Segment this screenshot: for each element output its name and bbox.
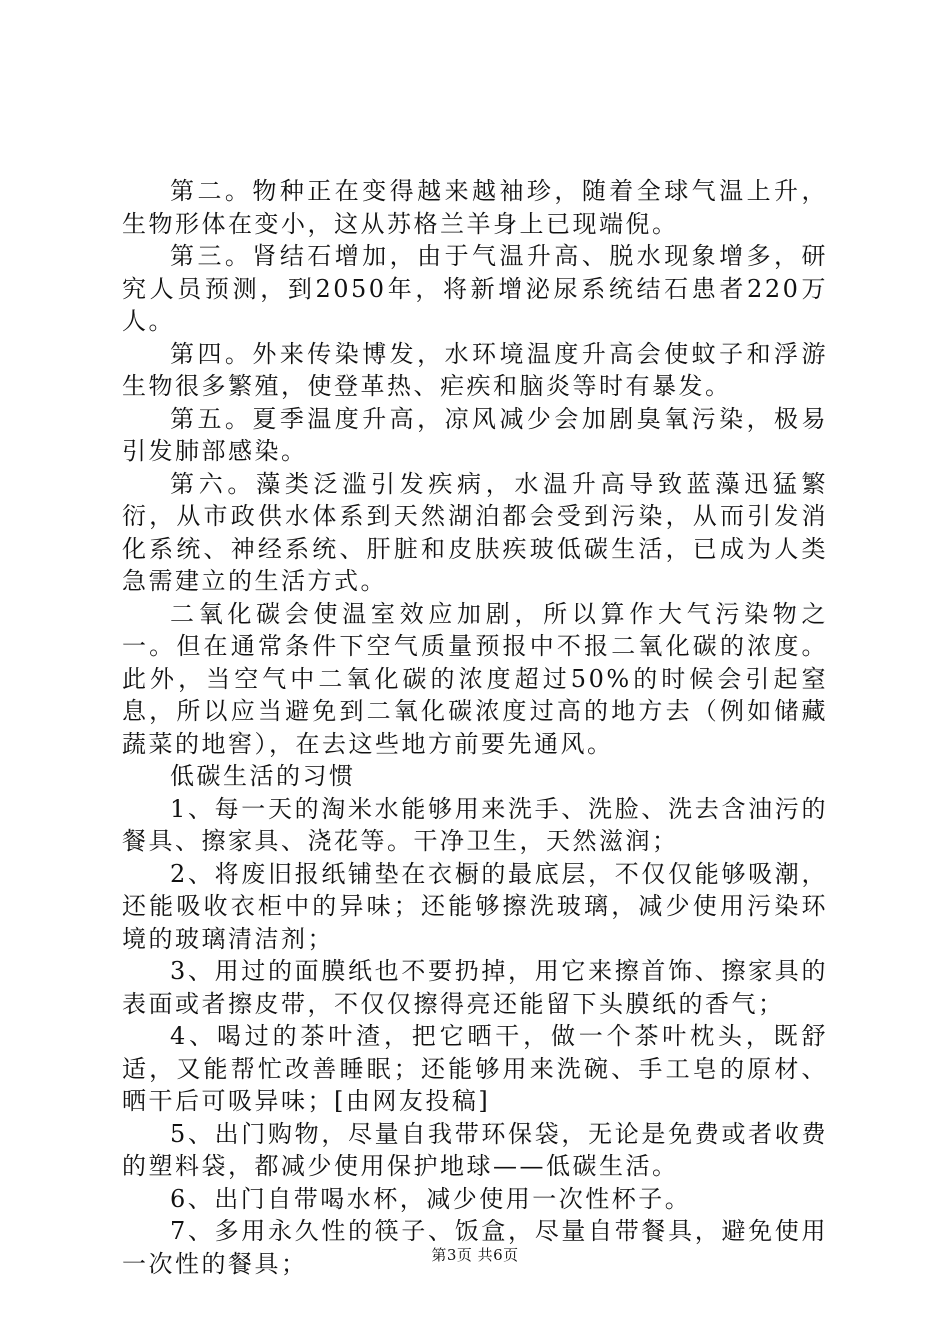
habit-item-2: 2、将废旧报纸铺垫在衣橱的最底层，不仅仅能够吸潮，还能吸收衣柜中的异味；还能够擦洗玻璃，减少使用污染环境的玻璃清洁剂；: [122, 859, 828, 953]
document-body: [122, 175, 828, 1280]
section-heading-low-carbon-habits: 低碳生活的习惯: [170, 762, 356, 790]
habit-item-7: 7、多用永久性的筷子、饭盒，尽量自带餐具，避免使用一次性的餐具；: [122, 1217, 828, 1278]
paragraph-carbon-dioxide: 二氧化碳会使温室效应加剧，所以算作大气污染物之一。但在通常条件下空气质量预报中不报二氧化碳的浓度。此外，当空气中二氧化碳的浓度超过50%的时候会引起窒息，所以应当避免到二氧化碳浓度过高的地方去（例如储藏蔬菜的地窖），在去这些地方前要先通风。: [122, 599, 828, 758]
paragraph-second-species: 第二。物种正在变得越来越袖珍，随着全球气温上升，生物形体在变小，这从苏格兰羊身上已现端倪。: [122, 177, 828, 238]
habit-item-3: 3、用过的面膜纸也不要扔掉，用它来擦首饰、擦家具的表面或者擦皮带，不仅仅擦得亮还能留下头膜纸的香气；: [122, 957, 828, 1018]
page-number-footer: 第3页 共6页: [431, 1246, 519, 1264]
paragraph-fourth-infections: 第四。外来传染博发，水环境温度升高会使蚊子和浮游生物很多繁殖，使登革热、疟疾和脑炎等时有暴发。: [122, 339, 828, 400]
habit-item-6: 6、出门自带喝水杯，减少使用一次性杯子。: [170, 1184, 692, 1213]
paragraph-sixth-algae: 第六。藻类泛滥引发疾病，水温升高导致蓝藻迅猛繁衍，从市政供水体系到天然湖泊都会受到污染，从而引发消化系统、神经系统、肝脏和皮肤疾玻低碳生活，已成为人类急需建立的生活方式。: [122, 469, 828, 595]
paragraph-third-kidney-stones: 第三。肾结石增加，由于气温升高、脱水现象增多，研究人员预测，到2050年，将新增泌尿系统结石患者220万人。: [122, 242, 828, 335]
habit-item-1: 1、每一天的淘米水能够用来洗手、洗脸、洗去含油污的餐具、擦家具、浇花等。干净卫生，天然滋润；: [122, 794, 828, 855]
paragraph-fifth-ozone: 第五。夏季温度升高，凉风减少会加剧臭氧污染，极易引发肺部感染。: [122, 404, 828, 465]
habit-item-5: 5、出门购物，尽量自我带环保袋，无论是免费或者收费的塑料袋，都减少使用保护地球——低碳生活。: [122, 1119, 828, 1180]
habit-item-4: 4、喝过的茶叶渣，把它晒干，做一个茶叶枕头，既舒适，又能帮忙改善睡眠；还能够用来洗碗、手工皂的原材、晒干后可吸异味；[由网友投稿]: [122, 1022, 828, 1115]
